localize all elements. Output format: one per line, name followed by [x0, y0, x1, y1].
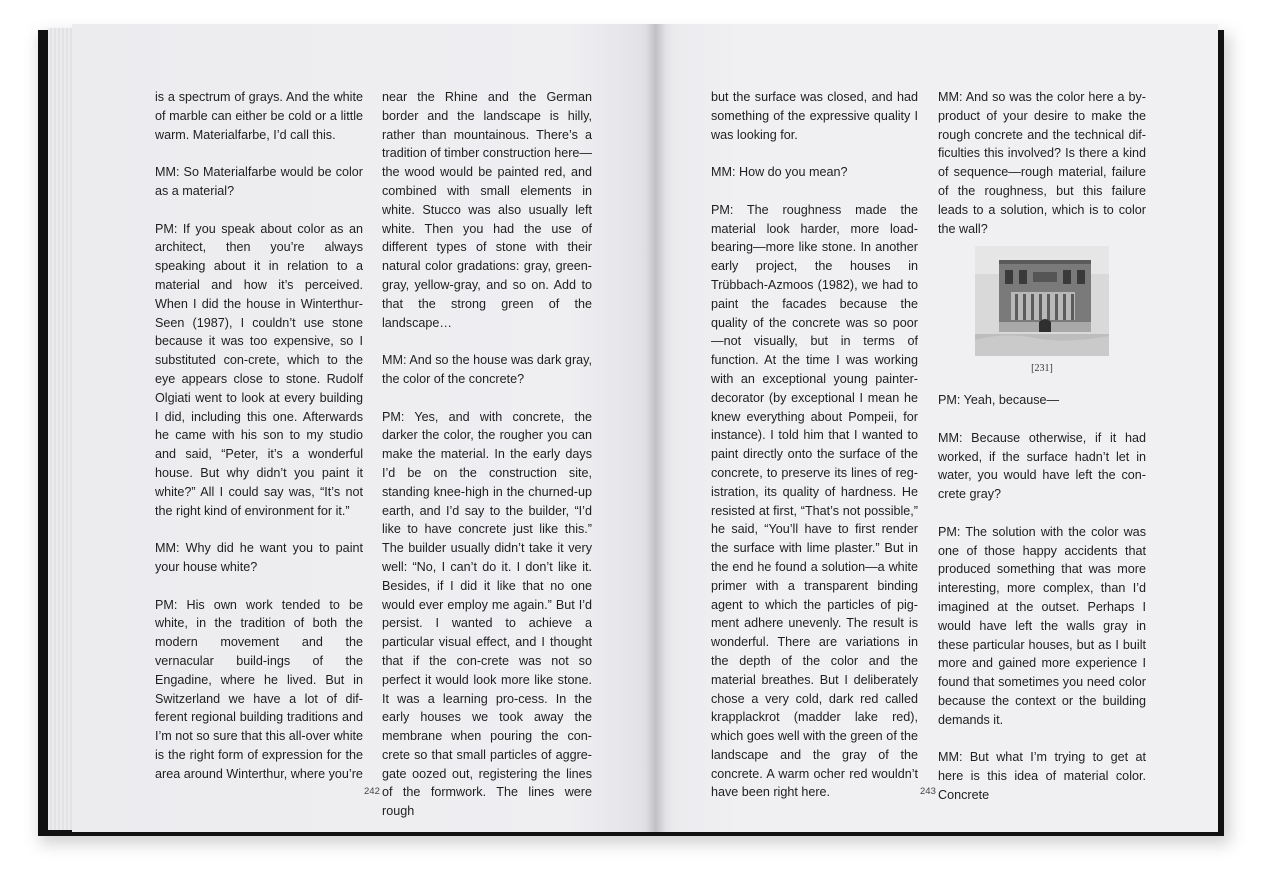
right-page-column-2: [938, 88, 1146, 805]
paragraph: near the Rhine and the German border and the landscape is hilly, rather than mountainous. There’s a tradition of timber construction here—the wood would be painted red, and combined with small elements in white. Stucco was also usually left white. Then you had the use of different types of stone with their natural color gradations: gray, green-gray, yellow-gray, and so on. Add to that the strong green of the landscape…: [382, 90, 592, 330]
page-number: 242: [364, 786, 380, 797]
paragraph: PM: His own work tended to be white, in the tradition of both the modern movement and the vernacular build-ings of the Engadine, where he lived. But in Switzerland we have a lot of dif-ferent regional building traditions and I’m not so sure that this all-over white is the right form of expression for the area around Winterthur, where you’re: [155, 597, 363, 781]
house-photo: [975, 246, 1109, 356]
page-number: 243: [920, 786, 936, 797]
page-stack: [48, 28, 74, 830]
paragraph: PM: The solution with the color was one of those happy accidents that produced something that was more interesting, more complex, than I’d imagined at the outset. Perhaps I would have left the walls gray in these particular houses, but as I built more and gained more experience I found that sometimes you need color because the context or the building demands it.: [938, 524, 1146, 727]
paragraph: but the surface was closed, and had something of the expressive quality I was looking for.: [711, 90, 918, 142]
paragraph: MM: And so the house was dark gray, the color of the concrete?: [382, 353, 592, 386]
paragraph: PM: If you speak about color as an architect, then you’re always speaking about it in relation to a material and how it’s perceived. When I did the house in Winterthur-Seen (1987), I couldn’t use stone because it was too expensive, so I substituted con-crete, which to the eye appears close to stone. Rudolf Olgiati went to look at every building I did, including this one. Afterwards he came with his son to my studio and said, “Peter, it’s a wonderful house. But why didn’t you paint it white?” All I could say was, “It’s not the right kind of environment for it.”: [155, 221, 363, 518]
paragraph: MM: And so was the color here a by-product of your desire to make the rough concrete and the technical dif-ficulties this involved? Is there a kind of sequence—rough material, failure of the roughness, but this failure leads to a solution, which is to color the wall?: [938, 90, 1146, 236]
paragraph: MM: So Materialfarbe would be color as a material?: [155, 165, 363, 198]
paragraph: MM: Because otherwise, if it had worked, if the surface hadn’t let in water, you would have left the con-crete gray?: [938, 430, 1146, 502]
paragraph: is a spectrum of grays. And the white of marble can either be cold or a little warm. Materialfarbe, I’d call this.: [155, 90, 363, 142]
book-gutter: [646, 24, 666, 832]
paragraph: PM: The roughness made the material look harder, more load-bearing—more like stone. In another early project, the houses in Trübbach-Azmoos (1982), we had to paint the facades because the quality of the concrete was so poor—not visually, but in terms of function. At the time I was working with an exceptional young painter-decorator (by exceptional I mean he knew everything about Pompeii, for instance). I told him that I wanted to paint directly onto the surface of the concrete, to preserve its lines of reg-istration, its quality of hardness. He resisted at first, “That’s not possible,” he said, “You’ll have to first render the surface with lime plaster.” But in the end he found a solution—a white primer with a transparent binding agent to which the particles of pig-ment adhere unevenly. The result is wonderful. There are variations in the depth of the color and the material breathes. But I deliberately chose a very cold, dark red called krapplackrot (madder lake red), which goes well with the green of the landscape and the gray of the concrete. A warm ocher red wouldn’t have been right here.: [711, 202, 918, 800]
paragraph: PM: Yes, and with concrete, the darker the color, the rougher you can make the material. In the early days I’d be on the construction site, standing knee-high in the churned-up earth, and I’d say to the builder, “I’d like to have concrete just like this.” The builder usually didn’t take it very well: “No, I can’t do it. I don’t like it. Besides, if I did it like that no one would ever employ me again.” But I’d persist. I wanted to achieve a particular visual effect, and I thought that if the con-crete was not so perfect it would look more like stone. It was a learning pro-cess. In the early houses we took away the membrane when pouring the con-crete so that small particles of aggre-gate oozed out, registering the lines of the formwork. The lines were rough: [382, 409, 592, 819]
paragraph: MM: Why did he want you to paint your house white?: [155, 541, 363, 574]
right-page-column-1: [711, 88, 918, 802]
figure-caption: [231]: [1031, 363, 1053, 375]
paragraph: MM: How do you mean?: [711, 165, 848, 180]
left-page-column-2: [382, 88, 592, 821]
paragraph: PM: Yeah, because—: [938, 393, 1060, 408]
left-page-column-1: [155, 88, 363, 783]
paragraph: MM: But what I’m trying to get at here is this idea of material color. Concrete: [938, 750, 1146, 802]
